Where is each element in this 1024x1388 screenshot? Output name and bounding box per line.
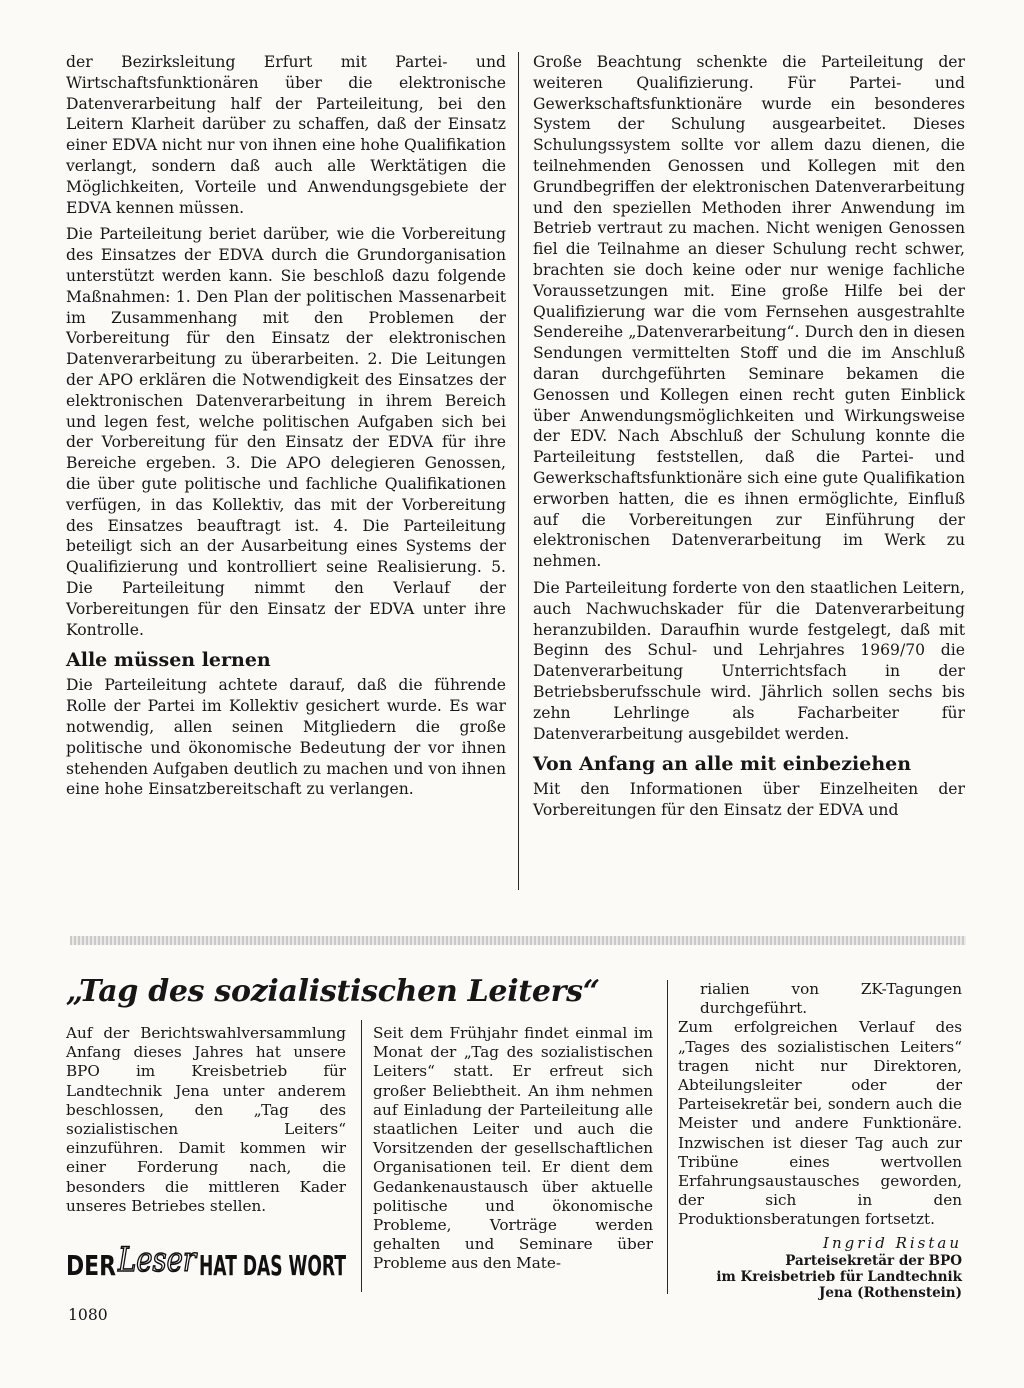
section-heading: Alle müssen lernen xyxy=(66,649,271,672)
paragraph: Auf der Berichtswahlversammlung Anfang dieses Jahres hat unsere BPO im Kreisbetrieb für Landtechnik Jena unter anderem beschlossen, den „Tag des sozialistischen Leiters“ einzuführen. Damit kommen wir einer Forderung nach, die besonders die mittleren Kader unseres Betriebes stellen. xyxy=(66,1024,346,1215)
logo-hat-das-wort: HAT DAS WORT xyxy=(199,1249,346,1282)
logo-leser: Leser xyxy=(117,1240,198,1280)
author-role: im Kreisbetrieb für Landtechnik xyxy=(716,1268,962,1285)
section-heading: Von Anfang an alle mit einbeziehen xyxy=(533,753,912,776)
paragraph: Mit den Informationen über Einzelheiten der Vorbereitungen für den Einsatz der EDVA und xyxy=(533,780,965,820)
column-divider xyxy=(518,52,519,890)
article-right-column xyxy=(533,52,965,827)
paragraph: der Bezirksleitung Erfurt mit Partei- und Wirtschaftsfunktionären über die elektronische Datenverarbeitung half der Parteileitung, bei den Leitern Klarheit darüber zu schaffen, daß der Einsatz einer EDVA nicht nur von ihnen eine hohe Qualifikation verlangt, sondern daß auch alle Werktätigen die Möglichkeiten, Vorteile und Anwendungsgebiete der EDVA kennen müssen. xyxy=(66,53,506,217)
author-name: Ingrid Ristau xyxy=(823,1233,962,1252)
letter-column-3 xyxy=(678,980,962,1301)
author-role: Jena (Rothenstein) xyxy=(818,1284,962,1301)
paragraph: Zum erfolgreichen Verlauf des „Tages des sozialistischen Leiters“ tragen nicht nur Direktoren, Abteilungsleiter oder der Parteisekretär bei, sondern auch die Meister und andere Funktionäre. Inzwischen ist dieser Tag auch zur Tribüne eines wertvollen Erfahrungsaustausches geworden, der sich in den Produktionsberatungen fortsetzt. xyxy=(678,1018,962,1229)
paragraph: Die Parteileitung achtete darauf, daß die führende Rolle der Partei im Kollektiv gesichert wurde. Es war notwendig, allen seinen Mitgliedern die große politische und ökonomische Bedeutung der vor ihnen stehenden Aufgaben deutlich zu machen und von ihnen eine hohe Einsatzbereitschaft zu verlangen. xyxy=(66,676,506,799)
der-leser-hat-das-wort-logo xyxy=(66,1235,346,1285)
paragraph: rialien von ZK-Tagungen durchgeführt. xyxy=(700,980,962,1018)
column-divider xyxy=(361,1020,362,1292)
article-left-column xyxy=(66,52,506,806)
paragraph: Seit dem Frühjahr findet einmal im Monat der „Tag des sozialistischen Leiters“ statt. Er erfreut sich großer Beliebtheit. An ihm nehmen auf Einladung der Parteileitung alle staatlichen Leiter und auch die Vorsitzenden der gesellschaftlichen Organisationen teil. Er dient dem Gedankenaustausch über aktuelle politische und ökonomische Probleme, Vorträge werden gehalten und Seminare über Probleme aus den Mate- xyxy=(373,1024,653,1273)
letter-column-2 xyxy=(373,1024,653,1274)
section-separator xyxy=(70,936,966,945)
letter-column-1 xyxy=(66,1024,346,1216)
author-role: Parteisekretär der BPO xyxy=(785,1252,962,1269)
paragraph: Die Parteileitung beriet darüber, wie die Vorbereitung des Einsatzes der EDVA durch die Grundorganisation unterstützt werden kann. Sie beschloß dazu folgende Maßnahmen: 1. Den Plan der politischen Massenarbeit im Zusammenhang mit den Problemen der Vorbereitung für den Einsatz der elektronischen Datenverarbeitung zu überarbeiten. 2. Die Leitungen der APO erklären die Notwendigkeit des Einsatzes der elektronischen Datenverarbeitung in ihrem Bereich und legen fest, welche politischen Aufgaben sich bei der Vorbereitung für den Einsatz der EDVA für ihre Bereiche ergeben. 3. Die APO delegieren Genossen, die über gute politische und fachliche Qualifikationen verfügen, in das Kollektiv, das mit der Vorbereitung des Einsatzes beauftragt ist. 4. Die Parteileitung beteiligt sich an der Ausarbeitung eines Systems der Qualifizierung und kontrolliert seine Realisierung. 5. Die Parteileitung nimmt den Verlauf der Vorbereitungen für den Einsatz der EDVA unter ihre Kontrolle. xyxy=(66,225,506,639)
paragraph: Die Parteileitung forderte von den staatlichen Leitern, auch Nachwuchskader für die Datenverarbeitung heranzubilden. Daraufhin wurde festgelegt, daß mit Beginn des Schul- und Lehrjahres 1969/70 die Datenverarbeitung Unterrichtsfach in der Betriebsberufsschule wird. Jährlich sollen sechs bis zehn Lehrlinge als Facharbeiter für Datenverarbeitung ausgebildet werden. xyxy=(533,578,965,743)
logo-der: DER xyxy=(66,1249,116,1282)
column-divider xyxy=(667,980,668,1294)
letter-headline: „Tag des sozialistischen Leiters“ xyxy=(66,974,600,1009)
paragraph: Große Beachtung schenkte die Parteileitung der weiteren Qualifizierung. Für Partei- und Gewerkschaftsfunktionäre wurde ein besonderes System der Schulung ausgearbeitet. Dieses Schulungssystem sollte vor allem dazu dienen, die teilnehmenden Genossen und Kollegen mit den Grundbegriffen der elektronischen Datenverarbeitung und den speziellen Methoden ihrer Anwendung im Betrieb vertraut zu machen. Nicht wenigen Genossen fiel die Teilnahme an dieser Schulung recht schwer, brachten sie doch keine oder nur wenige fachliche Voraussetzungen mit. Eine große Hilfe bei der Qualifizierung war die vom Fernsehen ausgestrahlte Sendereihe „Datenverarbeitung“. Durch den in diesen Sendungen vermittelten Stoff und die im Anschluß daran durchgeführten Seminare bekamen die Genossen und Kollegen einen recht guten Einblick über Anwendungsmöglichkeiten und Wirkungsweise der EDV. Nach Abschluß der Schulung konnte die Parteileitung feststellen, daß die Partei- und Gewerkschaftsfunktionäre sich eine gute Qualifikation erworben hatten, die es ihnen ermöglichte, Einfluß auf die Vorbereitungen zur Einführung der elektronischen Datenverarbeitung im Werk zu nehmen. xyxy=(533,53,965,571)
page-number: 1080 xyxy=(68,1306,108,1324)
